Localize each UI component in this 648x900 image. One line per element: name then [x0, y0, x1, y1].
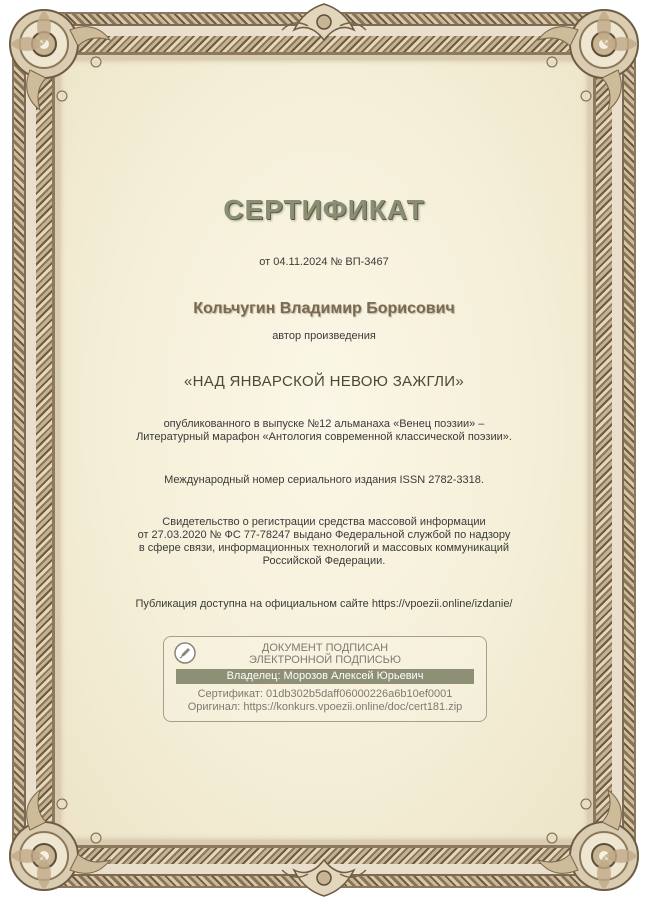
certificate-date-number: от 04.11.2024 № ВП-3467: [259, 256, 389, 268]
publication-paragraph: [80, 418, 568, 444]
registration-line: от 27.03.2020 № ФС 77-78247 выдано Федеральной службой по надзору: [137, 529, 511, 541]
author-name: Кольчугин Владимир Борисович: [193, 300, 455, 317]
issn-paragraph: Международный номер сериального издания ISSN 2782-3318.: [164, 474, 484, 486]
signature-original-link: Оригинал: https://konkurs.vpoezii.online/doc/cert181.zip: [187, 701, 463, 713]
certificate-content: [60, 60, 588, 840]
availability-paragraph: Публикация доступна на официальном сайте https://vpoezii.online/izdanie/: [135, 598, 513, 610]
bottom-center-ornament: [274, 854, 374, 900]
signature-heading-line2: ЭЛЕКТРОННОЙ ПОДПИСЬЮ: [248, 654, 402, 666]
author-role: автор произведения: [272, 330, 376, 342]
signature-heading-line1: ДОКУМЕНТ ПОДПИСАН: [261, 642, 389, 654]
signature-owner: Владелец: Морозов Алексей Юрьевич: [176, 669, 474, 684]
registration-line: Свидетельство о регистрации средства массовой информации: [162, 516, 486, 528]
top-center-ornament: [274, 0, 374, 46]
registration-line: в сфере связи, информационных технологий и массовых коммуникаций: [138, 542, 510, 554]
work-title: «НАД ЯНВАРСКОЙ НЕВОЮ ЗАЖГЛИ»: [184, 373, 464, 390]
registration-line: Российской Федерации.: [262, 555, 386, 567]
electronic-signature-stamp: [163, 636, 487, 722]
signature-certificate-id: Сертификат: 01db302b5daff06000226a6b10ef0001: [197, 688, 453, 700]
registration-paragraph: [80, 516, 568, 568]
publication-line: Литературный марафон «Антология современной классической поэзии».: [136, 431, 512, 443]
certificate-title: СЕРТИФИКАТ: [223, 194, 425, 225]
publication-line: опубликованного в выпуске №12 альманаха «Венец поэзии» –: [163, 418, 485, 430]
